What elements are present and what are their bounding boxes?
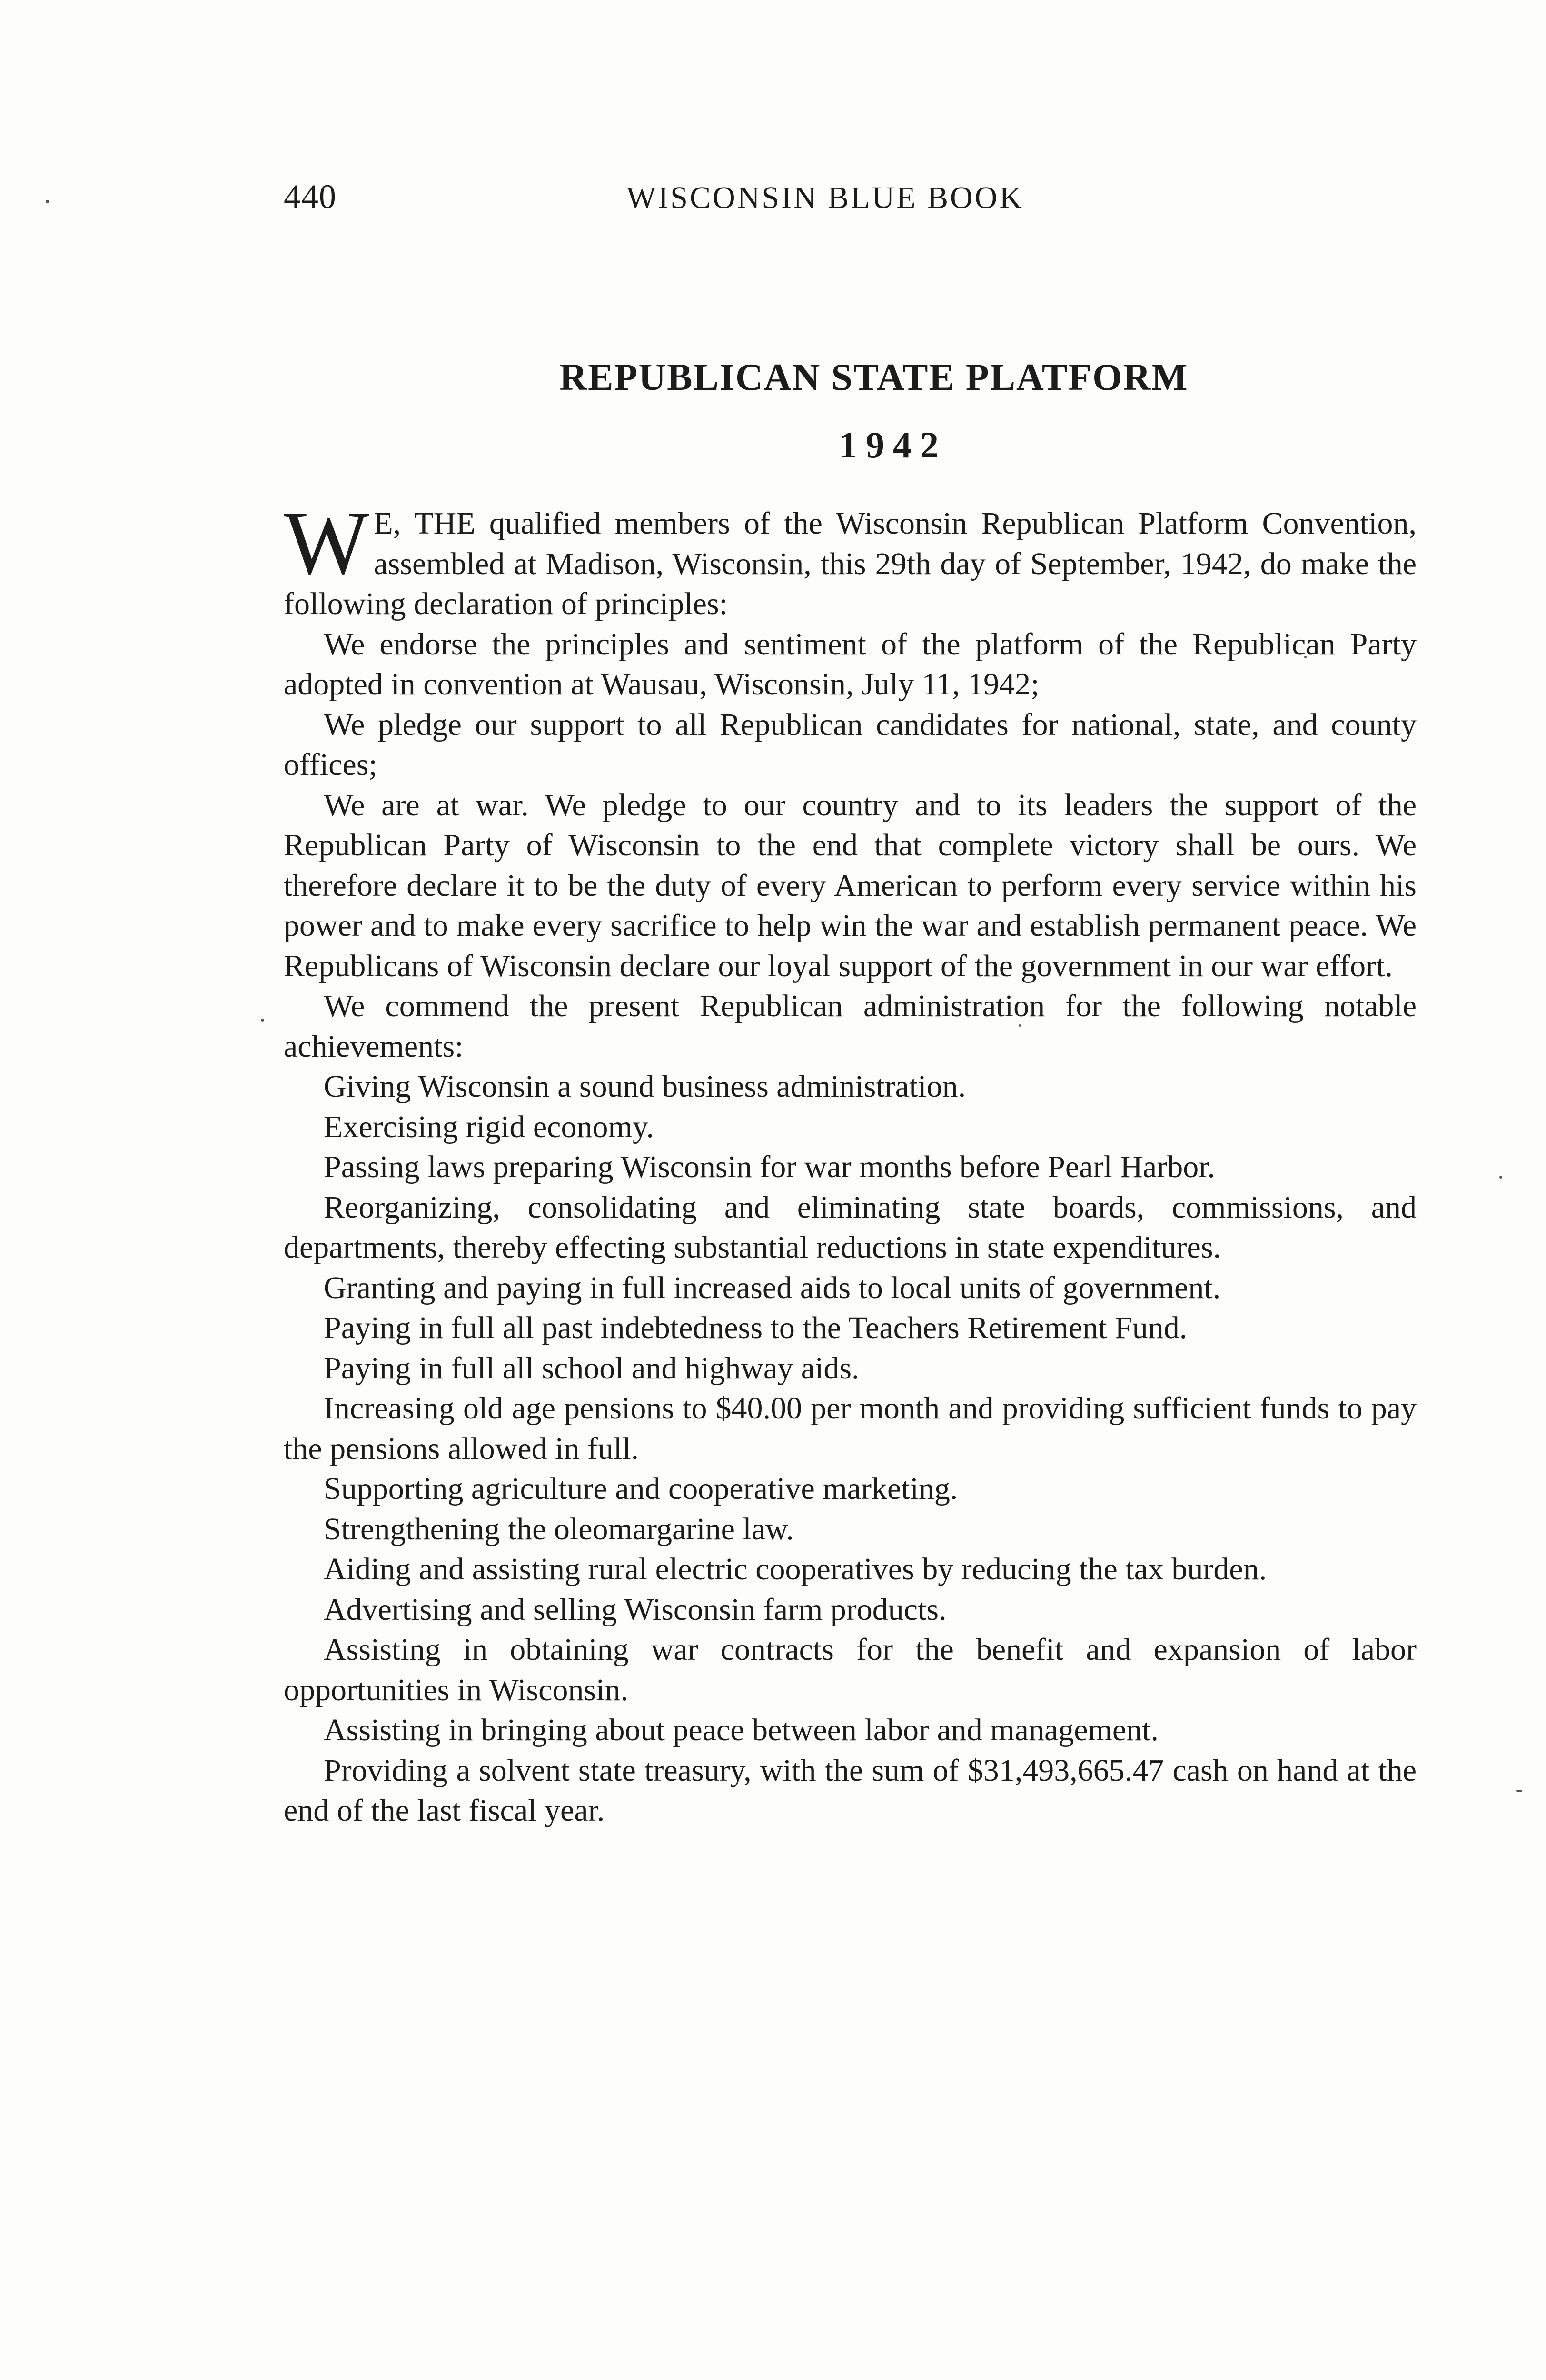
paragraph: Paying in full all school and highway aids.	[324, 1350, 860, 1386]
intro-text: qualified members of the Wisconsin Republican Platform Convention, assembled at Madison, Wisconsin, this 29th day of September, 1942, do make the following declaration of principles:	[284, 506, 1417, 621]
intro-lead: E, THE	[374, 506, 476, 541]
intro-paragraph	[284, 493, 1417, 625]
platform-body	[284, 493, 1417, 1831]
paragraph: Assisting in bringing about peace between labor and management.	[324, 1713, 1159, 1747]
paragraph: Aiding and assisting rural electric cooperatives by reducing the tax burden.	[324, 1552, 1267, 1587]
scan-speck	[261, 1019, 264, 1022]
paragraph: We pledge our support to all Republican candidates for national, state, and county offices;	[284, 707, 1417, 782]
drop-cap: W	[284, 493, 369, 593]
scan-speck	[1516, 1790, 1522, 1792]
paragraph: Paying in full all past indebtedness to the Teachers Retirement Fund.	[324, 1310, 1188, 1345]
page-number: 440	[284, 178, 337, 216]
paragraph: We are at war. We pledge to our country and to its leaders the support of the Republican Party of Wisconsin to the end that complete victory shall be ours. We therefore declare it to be the duty of every American to perform every service within his power and to make every sacrifice to help win the war and establish permanent peace. We Republicans of Wisconsin declare our loyal support of the government in our war effort.	[284, 787, 1417, 983]
paragraph: Assisting in obtaining war contracts for the benefit and expansion of labor opportunities in Wisconsin.	[284, 1632, 1417, 1707]
running-head	[284, 177, 1417, 225]
paragraph: Exercising rigid economy.	[324, 1109, 654, 1144]
paragraph: We endorse the principles and sentiment of the platform of the Republican Party adopted in convention at Wausau, Wisconsin, July 11, 1942;	[284, 626, 1417, 702]
paragraph: Increasing old age pensions to $40.00 per month and providing sufficient funds to pay the pensions allowed in full.	[284, 1391, 1417, 1466]
paragraph: Passing laws preparing Wisconsin for war months before Pearl Harbor.	[324, 1150, 1216, 1184]
paragraph: Reorganizing, consolidating and eliminating state boards, commissions, and departments, thereby effecting substantial reductions in state expenditures.	[284, 1190, 1417, 1265]
paragraph: We commend the present Republican administration for the following notable achievements:	[284, 989, 1417, 1064]
paragraph: Advertising and selling Wisconsin farm products.	[324, 1592, 947, 1627]
paragraph: Supporting agriculture and cooperative marketing.	[324, 1471, 958, 1506]
paragraph: Giving Wisconsin a sound business administration.	[324, 1069, 966, 1104]
document-title: REPUBLICAN STATE PLATFORM	[559, 357, 1189, 398]
book-title: WISCONSIN BLUE BOOK	[626, 180, 1024, 215]
scan-speck	[1499, 1176, 1502, 1179]
paragraph: Strengthening the oleomargarine law.	[324, 1511, 794, 1547]
scan-speck	[46, 200, 49, 203]
paragraph: Granting and paying in full increased aids to local units of government.	[324, 1270, 1221, 1305]
document-year: 1942	[839, 424, 947, 466]
paragraph: Providing a solvent state treasury, with the sum of $31,493,665.47 cash on hand at the end of the last fiscal year.	[284, 1753, 1417, 1828]
